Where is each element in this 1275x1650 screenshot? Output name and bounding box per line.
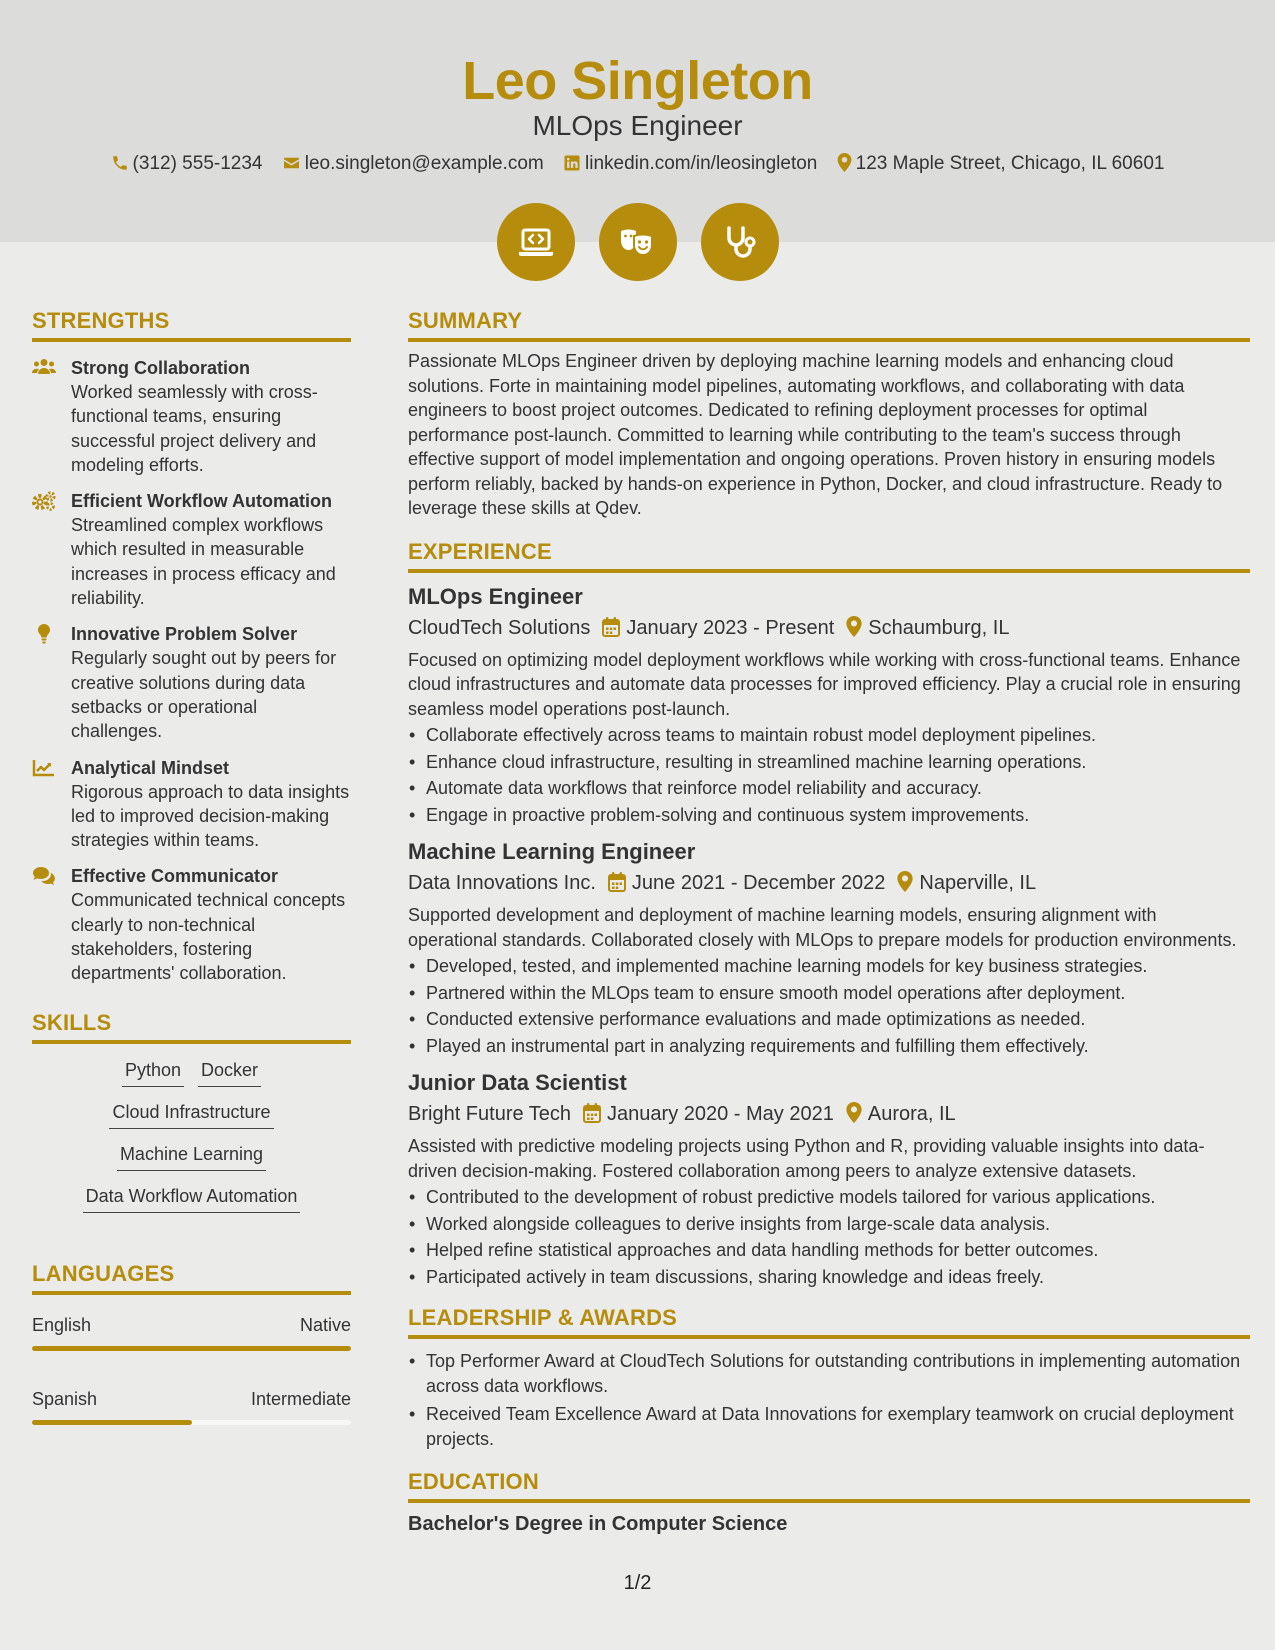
job-meta <box>408 1100 1250 1128</box>
interest-badges <box>0 203 1275 281</box>
awards-heading: LEADERSHIP & AWARDS <box>408 1303 1250 1339</box>
skill-tag: Docker <box>198 1058 261 1087</box>
job-entry <box>408 582 1250 828</box>
strength-item <box>32 356 351 477</box>
strength-desc: Worked seamlessly with cross-functional teams, ensuring successful project delivery and modeling efforts. <box>71 382 318 475</box>
job-bullet: • Helped refine statistical approaches and data handling methods for better outcomes. <box>408 1238 1250 1263</box>
contact-phone-text: (312) 555-1234 <box>132 153 263 174</box>
laptop-code-icon <box>516 222 556 262</box>
candidate-title: MLOps Engineer <box>532 110 743 141</box>
job-company: Bright Future Tech <box>408 1103 572 1125</box>
job-bullet: • Played an instrumental part in analyzing requirements and fulfilling them effectively. <box>408 1034 1250 1059</box>
strength-item <box>32 756 351 853</box>
right-column <box>408 306 1250 1539</box>
calendar-icon <box>608 872 626 892</box>
strength-desc: Regularly sought out by peers for creative solutions during data setbacks or operational challenges. <box>71 648 337 742</box>
strength-item <box>32 864 351 985</box>
job-bullet: • Participated actively in team discussions, sharing knowledge and ideas freely. <box>408 1265 1250 1290</box>
award-item: • Received Team Excellence Award at Data Innovations for exemplary teamwork on crucial deployment projects. <box>408 1402 1250 1451</box>
job-title: MLOps Engineer <box>408 583 583 609</box>
contact-linkedin[interactable] <box>563 151 817 177</box>
job-description: Assisted with predictive modeling projects using Python and R, providing valuable insights into data-driven decision-making. Fostered collaboration among peers to analyze extensive datasets. <box>408 1136 1205 1181</box>
job-bullet: • Developed, tested, and implemented machine learning models for key business strategies. <box>408 954 1250 979</box>
contact-linkedin-text: linkedin.com/in/leosingleton <box>585 153 818 174</box>
language-item <box>32 1313 351 1351</box>
language-name: English <box>32 1314 92 1335</box>
job-location: Naperville, IL <box>919 872 1037 894</box>
education-degree: Bachelor's Degree in Computer Science <box>408 1513 788 1535</box>
award-item: • Top Performer Award at CloudTech Solutions for outstanding contributions in implementing automation across data workflows. <box>408 1349 1250 1398</box>
linkedin-icon <box>563 154 581 172</box>
calendar-icon <box>583 1103 601 1123</box>
job-company: CloudTech Solutions <box>408 616 591 639</box>
language-name: Spanish <box>32 1388 98 1409</box>
stethoscope-icon <box>720 222 760 262</box>
job-description: Focused on optimizing model deployment workflows while working with cross-functional teams. Enhance cloud infrastructures and automate data processes for improved efficiency. Play a crucial role in ensuring seamless model operations post-launch. <box>408 649 1241 719</box>
strength-title: Analytical Mindset <box>71 757 230 778</box>
job-location: Aurora, IL <box>867 1103 956 1125</box>
job-bullet: • Partnered within the MLOps team to ensure smooth model operations after deployment. <box>408 981 1250 1006</box>
contact-address-text: 123 Maple Street, Chicago, IL 60601 <box>855 153 1165 174</box>
languages-heading: LANGUAGES <box>32 1259 351 1295</box>
summary-text: Passionate MLOps Engineer driven by deploying machine learning models and enhancing cloud solutions. Forte in maintaining model pipelines, automating workflows, and collaborating with data engineers to boost project outcomes. Dedicated to refining deployment processes for optimal performance post-launch. Committed to learning while contributing to the team's success through effective support of model implementation and ongoing operations. Proven history in ensuring models perform reliably, backed by hands-on experience in Python, Docker, and cloud infrastructure. Ready to leverage these skills at Qdev. <box>408 351 1223 518</box>
map-marker-icon <box>897 871 913 892</box>
skill-tag: Machine Learning <box>117 1142 266 1171</box>
strengths-heading: STRENGTHS <box>32 306 351 342</box>
stethoscope-badge <box>701 203 779 281</box>
lightbulb-icon <box>32 624 56 644</box>
awards-list <box>408 1349 1250 1451</box>
education-heading: EDUCATION <box>408 1467 1250 1503</box>
contact-email-text: leo.singleton@example.com <box>304 153 544 174</box>
language-bar <box>32 1346 351 1351</box>
experience-heading: EXPERIENCE <box>408 537 1250 573</box>
job-bullet: • Conducted extensive performance evaluations and made optimizations as needed. <box>408 1007 1250 1032</box>
job-meta <box>408 614 1250 642</box>
job-entry <box>408 1068 1250 1289</box>
job-bullet: • Worked alongside colleagues to derive insights from large-scale data analysis. <box>408 1212 1250 1237</box>
language-bar-fill <box>32 1346 351 1351</box>
job-bullet: • Contributed to the development of robust predictive models tailored for various applications. <box>408 1185 1250 1210</box>
job-company: Data Innovations Inc. <box>408 872 596 894</box>
job-bullet: • Automate data workflows that reinforce model reliability and accuracy. <box>408 776 1250 801</box>
calendar-icon <box>602 617 620 637</box>
language-level: Native <box>299 1314 351 1335</box>
map-marker-icon <box>846 1102 862 1123</box>
cogs-icon <box>32 491 56 511</box>
map-marker-icon <box>837 153 852 172</box>
job-entry <box>408 837 1250 1058</box>
strength-desc: Rigorous approach to data insights led to improved decision-making strategies within teams. <box>71 781 350 851</box>
job-location: Schaumburg, IL <box>868 616 1010 639</box>
language-bar-fill <box>32 1420 192 1425</box>
job-bullet: • Engage in proactive problem-solving and continuous system improvements. <box>408 803 1250 828</box>
skills-list <box>32 1058 351 1213</box>
phone-icon <box>111 154 129 172</box>
comments-icon <box>32 866 56 886</box>
job-title: Junior Data Scientist <box>408 1070 627 1095</box>
job-description: Supported development and deployment of machine learning models, ensuring alignment with operational standards. Collaborated closely with MLOps to prepare models for production environments. <box>408 905 1237 950</box>
job-bullets <box>408 954 1250 1058</box>
laptop-code-badge <box>497 203 575 281</box>
skill-tag: Data Workflow Automation <box>83 1184 301 1213</box>
strength-desc: Streamlined complex workflows which resulted in measurable increases in process efficacy and reliability. <box>71 515 336 609</box>
job-title: Machine Learning Engineer <box>408 839 696 864</box>
strength-title: Effective Communicator <box>71 866 279 887</box>
job-bullet: • Enhance cloud infrastructure, resulting in streamlined machine learning operations. <box>408 750 1250 775</box>
job-dates: January 2023 - Present <box>626 616 835 639</box>
skill-tag: Python <box>122 1058 184 1087</box>
theater-masks-badge <box>599 203 677 281</box>
left-column <box>32 306 351 1425</box>
language-item <box>32 1387 351 1425</box>
job-bullets <box>408 1185 1250 1289</box>
contact-phone[interactable] <box>111 151 263 177</box>
job-bullets <box>408 723 1250 827</box>
chart-line-icon <box>32 758 56 778</box>
strength-item <box>32 622 351 743</box>
summary-heading: SUMMARY <box>408 306 1250 342</box>
contact-bar <box>0 151 1275 177</box>
language-bar <box>32 1420 351 1425</box>
job-bullet: • Collaborate effectively across teams to maintain robust model deployment pipelines. <box>408 723 1250 748</box>
language-level: Intermediate <box>250 1388 351 1409</box>
job-dates: January 2020 - May 2021 <box>607 1103 834 1125</box>
job-dates: June 2021 - December 2022 <box>631 872 886 894</box>
envelope-icon <box>282 154 301 172</box>
contact-address <box>837 151 1165 177</box>
strength-desc: Communicated technical concepts clearly to non-technical stakeholders, fostering departments' collaboration. <box>71 890 346 984</box>
strength-title: Strong Collaboration <box>71 358 250 378</box>
page-indicator: 1/2 <box>623 1572 652 1594</box>
candidate-name: Leo Singleton <box>462 51 813 111</box>
users-icon <box>32 358 56 376</box>
strength-title: Innovative Problem Solver <box>71 624 298 645</box>
strength-item <box>32 489 351 610</box>
skills-heading: SKILLS <box>32 1008 351 1044</box>
contact-email[interactable] <box>282 151 544 177</box>
theater-masks-icon <box>618 222 658 262</box>
strength-title: Efficient Workflow Automation <box>71 491 332 512</box>
job-meta <box>408 869 1250 897</box>
map-marker-icon <box>846 616 862 637</box>
skill-tag: Cloud Infrastructure <box>109 1100 273 1129</box>
